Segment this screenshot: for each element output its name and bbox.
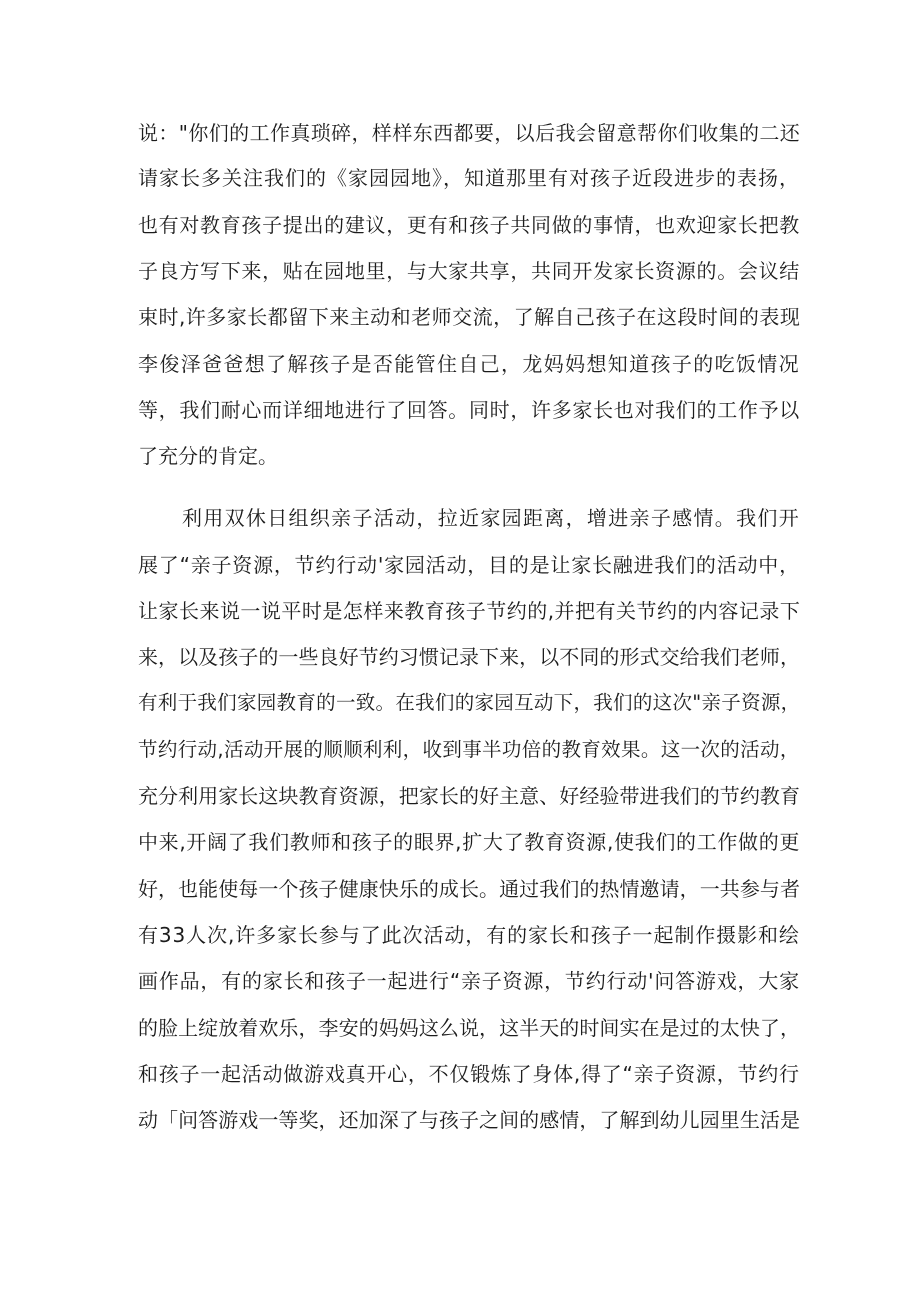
text-line: 有利于我们家园教育的一致。在我们的家园互动下，我们的这次"亲子资源， <box>138 691 801 714</box>
text-line: 充分利用家长这块教育资源，把家长的好主意、好经验带进我们的节约教育 <box>138 784 800 808</box>
text-line: 来，以及孩子的一些良好节约习惯记录下来，以不同的形式交给我们老师， <box>138 645 800 669</box>
text-line: 中来,开阔了我们教师和孩子的眼界,扩大了教育资源,使我们的工作做的更 <box>138 830 801 854</box>
text-line: 也有对教育孩子提出的建议，更有和孩子共同做的事情，也欢迎家长把教 <box>138 213 800 237</box>
text-line: 好，也能使每一个孩子健康快乐的成长。通过我们的热情邀请，一共参与者 <box>138 877 800 901</box>
text-line: 有33人次,许多家长参与了此次活动，有的家长和孩子一起制作摄影和绘 <box>138 923 800 947</box>
text-line: 利用双休日组织亲子活动，拉近家园距离，增进亲子感情。我们开 <box>182 506 800 530</box>
text-line: 让家长来说一说平时是怎样来教育孩子节约的,并把有关节约的内容记录下 <box>138 599 801 623</box>
text-line: 李俊泽爸爸想了解孩子是否能管住自己，龙妈妈想知道孩子的吃饭情况 <box>138 352 800 376</box>
text-line: 和孩子一起活动做游戏真开心，不仅锻炼了身体,得了“亲子资源，节约行 <box>138 1062 800 1086</box>
text-line: 动「问答游戏一等奖，还加深了与孩子之间的感情，了解到幼儿园里生活是 <box>138 1108 800 1132</box>
text-line: 了充分的肯定。 <box>138 444 278 468</box>
text-line: 画作品，有的家长和孩子一起进行“亲子资源，节约行动'问答游戏，大家 <box>138 969 800 993</box>
text-line: 说："你们的工作真琐碎，样样东西都要，以后我会留意帮你们收集的二还 <box>138 121 801 145</box>
text-line: 的脸上绽放着欢乐，李安的妈妈这么说，这半天的时间实在是过的太快了， <box>138 1016 800 1040</box>
text-line: 等，我们耐心而详细地进行了回答。同时，许多家长也对我们的工作予以 <box>138 398 800 422</box>
text-line: 请家长多关注我们的《家园园地》，知道那里有对孩子近段进步的表扬， <box>138 166 800 190</box>
text-line: 子良方写下来，贴在园地里，与大家共享，共同开发家长资源的。会议结 <box>138 259 800 283</box>
text-line: 展了“亲子资源，节约行动'家园活动，目的是让家长融进我们的活动中， <box>138 553 800 577</box>
text-line: 节约行动,活动开展的顺顺利利，收到事半功倍的教育效果。这一次的活动， <box>138 738 800 761</box>
text-line: 束时,许多家长都留下来主动和老师交流，了解自己孩子在这段时间的表现 <box>138 305 801 329</box>
